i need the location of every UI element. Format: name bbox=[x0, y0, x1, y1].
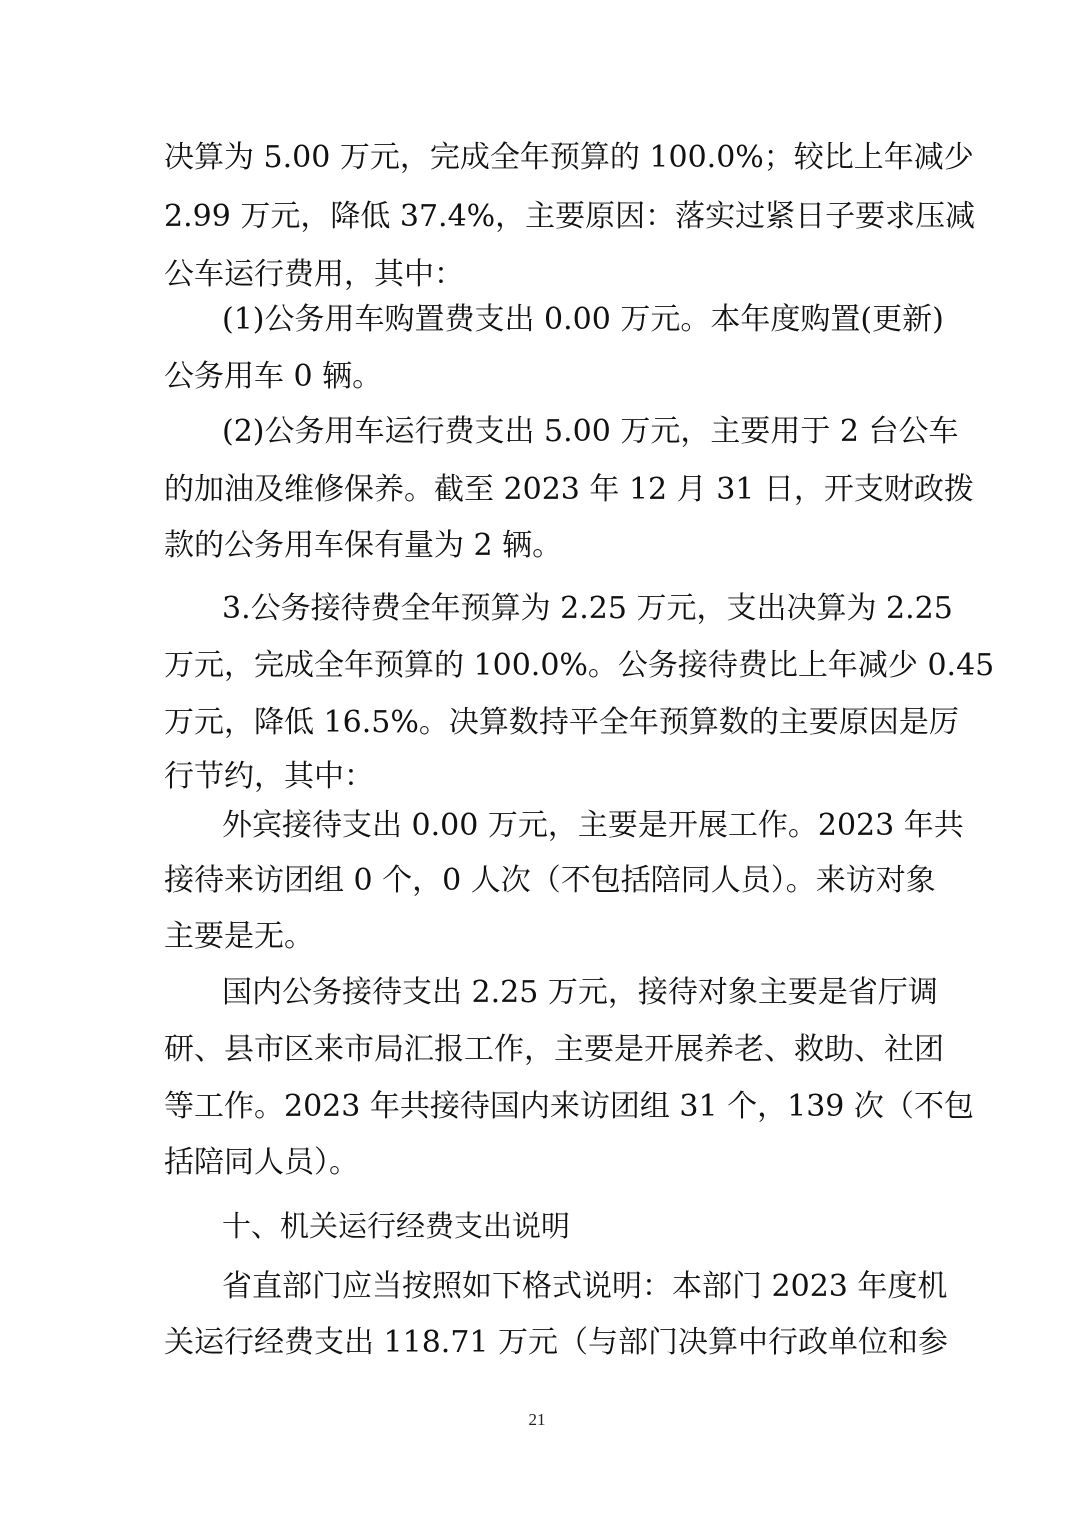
text-line: 公车运行费用，其中： bbox=[164, 257, 464, 292]
text-line: 接待来访团组 0 个，0 人次（不包括陪同人员）。来访对象 bbox=[164, 863, 936, 898]
text-line: 研、县市区来市局汇报工作，主要是开展养老、救助、社团 bbox=[164, 1032, 944, 1067]
text-line: 省直部门应当按照如下格式说明：本部门 2023 年度机 bbox=[222, 1269, 948, 1304]
text-line: 2.99 万元，降低 37.4%，主要原因：落实过紧日子要求压减 bbox=[164, 199, 976, 234]
text-line: 等工作。2023 年共接待国内来访团组 31 个，139 次（不包 bbox=[164, 1089, 974, 1124]
text-line: 主要是无。 bbox=[164, 919, 314, 954]
text-line: 国内公务接待支出 2.25 万元，接待对象主要是省厅调 bbox=[222, 975, 938, 1010]
text-line: 决算为 5.00 万元，完成全年预算的 100.0%；较比上年减少 bbox=[164, 140, 974, 175]
section-heading: 十、机关运行经费支出说明 bbox=[222, 1209, 571, 1243]
text-line: 关运行经费支出 118.71 万元（与部门决算中行政单位和参 bbox=[164, 1325, 949, 1360]
text-line: 3.公务接待费全年预算为 2.25 万元，支出决算为 2.25 bbox=[222, 591, 953, 626]
text-line: (2)公务用车运行费支出 5.00 万元，主要用于 2 台公车 bbox=[222, 414, 959, 449]
text-line: 万元，完成全年预算的 100.0%。公务接待费比上年减少 0.45 bbox=[164, 648, 995, 683]
text-line: (1)公务用车购置费支出 0.00 万元。本年度购置(更新) bbox=[222, 302, 944, 337]
text-line: 公务用车 0 辆。 bbox=[164, 359, 383, 394]
text-line: 万元，降低 16.5%。决算数持平全年预算数的主要原因是厉 bbox=[164, 705, 959, 740]
text-line: 外宾接待支出 0.00 万元，主要是开展工作。2023 年共 bbox=[222, 808, 964, 843]
text-line: 的加油及维修保养。截至 2023 年 12 月 31 日，开支财政拨 bbox=[164, 472, 974, 507]
text-line: 括陪同人员）。 bbox=[164, 1145, 359, 1180]
text-line: 款的公务用车保有量为 2 辆。 bbox=[164, 528, 563, 563]
page-number: 21 bbox=[528, 1410, 546, 1429]
text-line: 行节约，其中： bbox=[164, 759, 374, 794]
